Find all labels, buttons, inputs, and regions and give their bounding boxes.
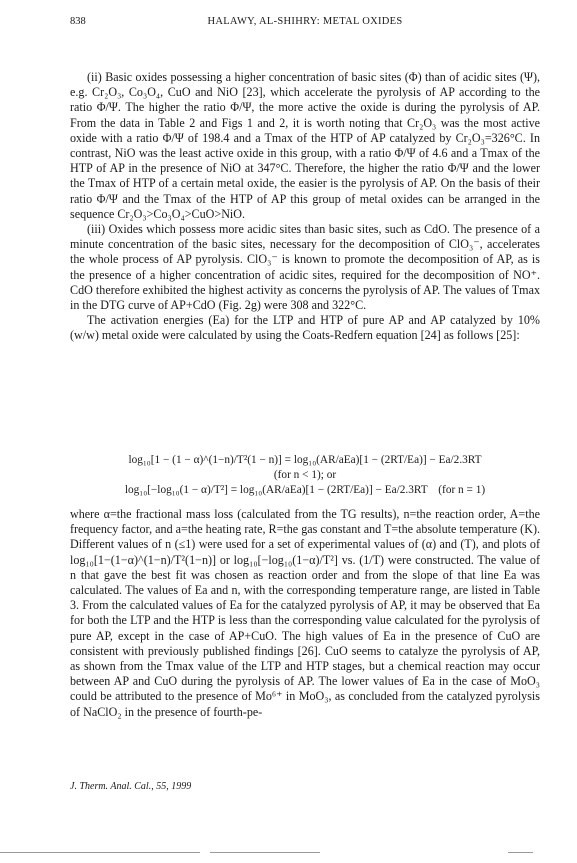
page-header bbox=[70, 16, 540, 30]
paragraph-basic-oxides: (ii) Basic oxides possessing a higher concentration of basic sites (Φ) than of acidic sites (Ψ), e.g. Cr₂O₃, Co₃O₄, CuO and NiO [23], which accelerate the pyrolysis of AP according to the ratio Φ/Ψ. The higher the ratio Φ/Ψ, the more active the oxide is during the pyrolysis of AP. From the data in Table 2 and Figs 1 and 2, it is worth noting that Cr₂O₃ was the most active oxide with a ratio Φ/Ψ of 198.4 and a Tmax of the HTP of AP catalyzed by Cr₂O₃=326°C. In contrast, NiO was the least active oxide in this group, with a ratio Φ/Ψ of 4.6 and a Tmax of the HTP of AP in the presence of NiO at 347°C. Therefore, the higher the ratio Φ/Ψ and the lower the Tmax of HTP of a certain metal oxide, the easier is the pyrolysis of AP. On the basis of their ratio Φ/Ψ and the Tmax of the HTP of AP this group of metal oxides can be arranged in the sequence Cr₂O₃>Co₃O₄>CuO>NiO. bbox=[70, 70, 540, 221]
equation-2-formula: log₁₀[−log₁₀(1 − α)/T²] = log₁₀(AR/aEa)[1 − (2RT/Ea)] − Ea/2.3RT bbox=[124, 484, 428, 496]
main-text bbox=[70, 70, 540, 344]
equation-1 bbox=[70, 454, 540, 466]
main-text-continued bbox=[70, 507, 540, 720]
scan-artifact-line-right bbox=[508, 852, 533, 853]
paragraph-acidic-oxides: (iii) Oxides which possess more acidic sites than basic sites, such as CdO. The presence of a minute concentration of the basic sites, necessary for the decomposition of ClO₃⁻, accelerates the whole process of AP pyrolysis. ClO₃⁻ is known to promote the decomposition of AP, as is the presence of a higher concentration of acidic sites, required for the decomposition of NO⁺. CdO therefore exhibited the highest activity as concerns the pyrolysis of AP. The values of Tmax in the DTG curve of AP+CdO (Fig. 2g) were 308 and 322°C. bbox=[70, 222, 540, 313]
equation-2-condition: (for n = 1) bbox=[438, 484, 486, 496]
equation-2 bbox=[70, 484, 540, 496]
page-number: 838 bbox=[70, 16, 86, 27]
scan-artifact-line-middle bbox=[210, 852, 320, 853]
paragraph-activation-energies: The activation energies (Ea) for the LTP and HTP of pure AP and AP catalyzed by 10% (w/w) metal oxide were calculated by using the Coats-Redfern equation [24] as follows [25]: bbox=[70, 313, 540, 343]
equation-1-formula: log₁₀[1 − (1 − α)^(1−n)/T²(1 − n)] = log₁₀(AR/aEa)[1 − (2RT/Ea)] − Ea/2.3RT bbox=[128, 454, 482, 466]
scan-artifact-line-left bbox=[0, 852, 200, 853]
journal-footer: J. Therm. Anal. Cal., 55, 1999 bbox=[70, 781, 192, 792]
equation-1-condition: (for n < 1); or bbox=[273, 469, 337, 481]
running-title: HALAWY, AL-SHIHRY: METAL OXIDES bbox=[207, 16, 403, 27]
paragraph-variables: where α=the fractional mass loss (calculated from the TG results), n=the reaction order, A=the frequency factor, and a=the heating rate, R=the gas constant and T=the absolute temperature (K). Different values of n (≤1) were used for a set of experimental values of (α) and (T), and plots of log₁₀[1−(1−α)^(1−n)/T²(1−n)] or log₁₀[−log₁₀(1−α)/T²] vs. (1/T) were constructed. The value of n that gave the best fit was chosen as reaction order and from the slope of that line Ea was calculated. The values of Ea and n, with the corresponding temperature range, are listed in Table 3. From the calculated values of Ea for the catalyzed pyrolysis of AP, it may be observed that Ea for both the LTP and the HTP is less than the corresponding value calculated for the pyrolysis of pure AP, except in the case of AP+CuO. The high values of Ea in the presence of CuO are consistent with previously published findings [26]. CuO seems to catalyze the pyrolysis of AP, as shown from the Tmax value of the LTP and HTP stages, but a chemical reaction may occur between AP and CuO during the pyrolysis of AP. The lower values of Ea in the case of MoO₃ could be attributed to the presence of Mo⁶⁺ in MoO₃, as concluded from the catalyzed pyrolysis of NaClO₂ in the presence of fourth-pe- bbox=[70, 507, 540, 719]
